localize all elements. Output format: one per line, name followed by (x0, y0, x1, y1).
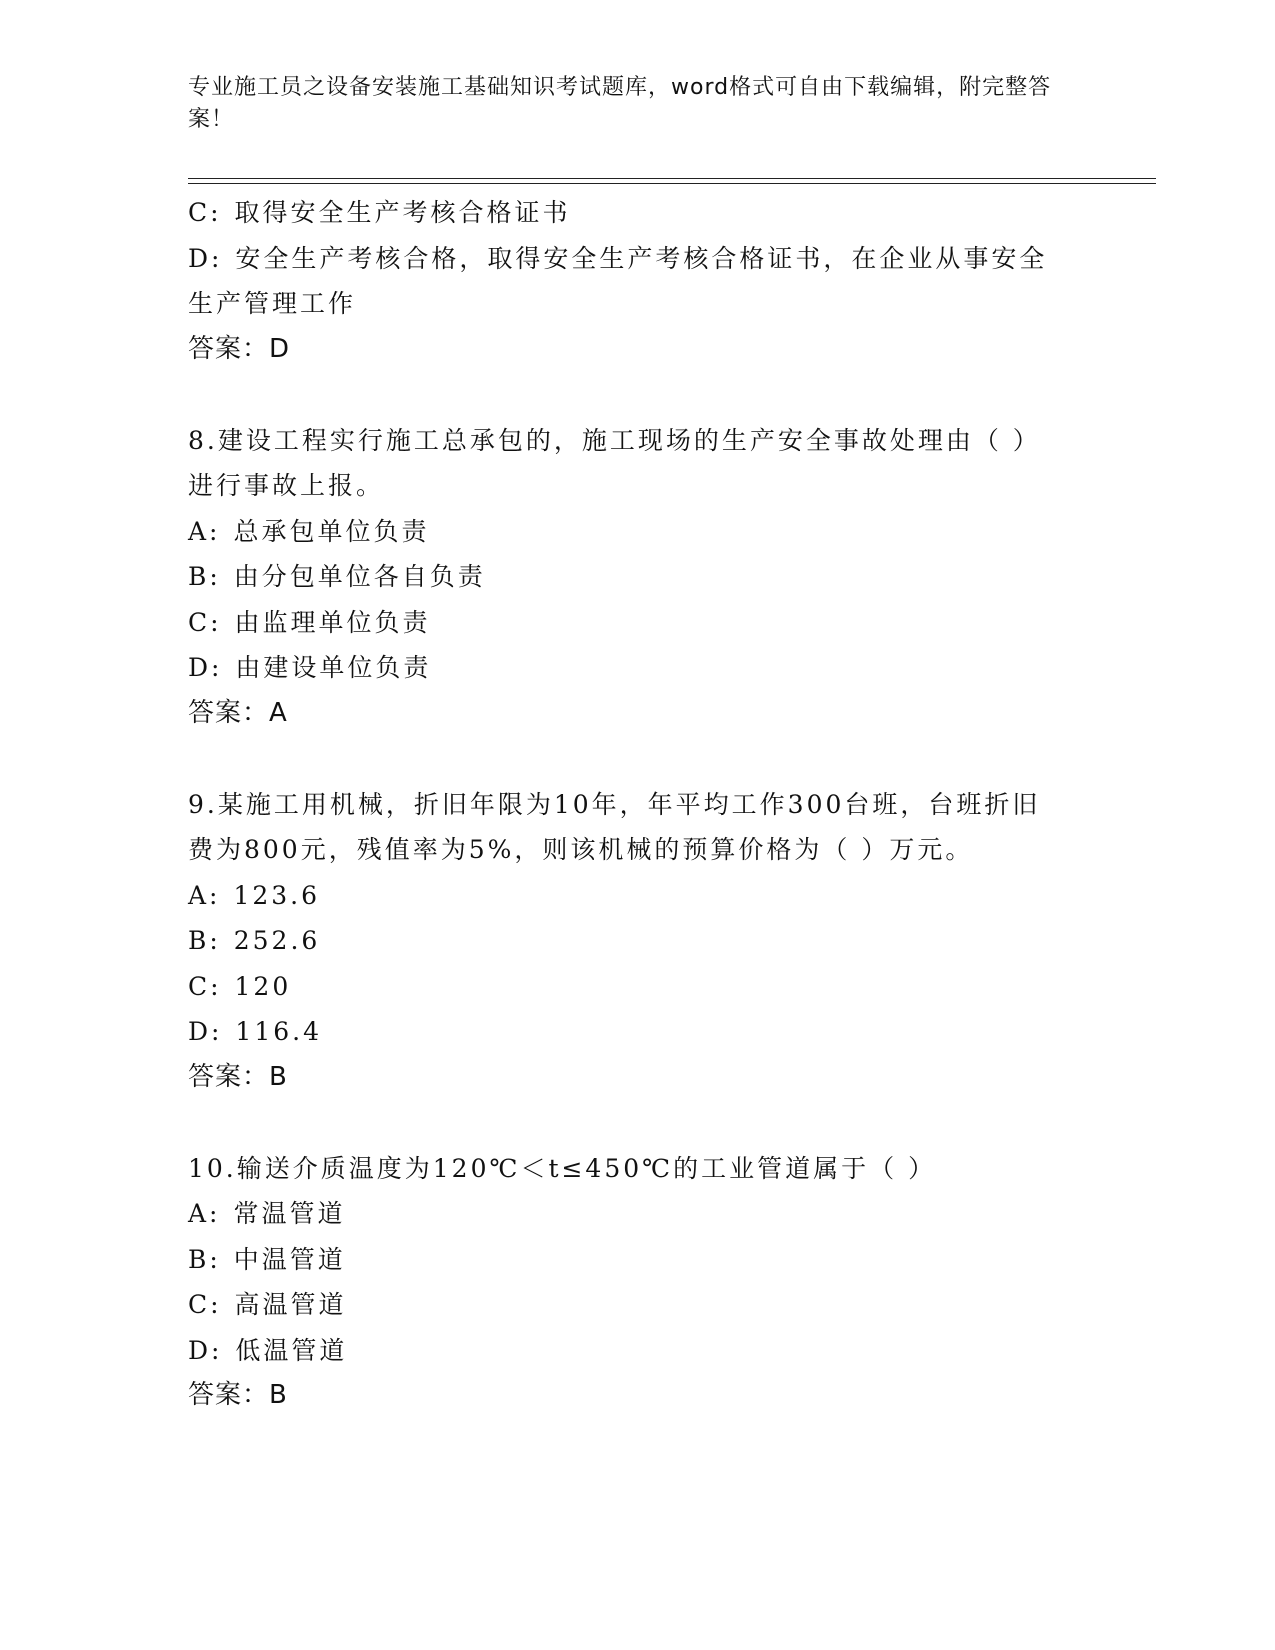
question-continued (188, 190, 1088, 372)
spacer (188, 736, 1088, 782)
option-a (188, 509, 1088, 555)
option-text: 安全生产考核合格，取得安全生产考核合格证书，在企业从事安全生产管理工作 (188, 243, 1048, 318)
option-a (188, 1191, 1088, 1237)
header-rule-top (188, 178, 1156, 179)
answer-line: 答案：D (188, 333, 291, 364)
option-b (188, 554, 1088, 600)
question-list (188, 190, 1088, 1419)
option-letter: B: (188, 562, 221, 591)
option-text: 252.6 (233, 926, 321, 955)
option-d (188, 1009, 1088, 1055)
option-letter: C: (188, 198, 222, 227)
option-letter: D: (188, 1017, 223, 1046)
option-d (188, 236, 1068, 327)
option-d (188, 1328, 1088, 1374)
question-10 (188, 1146, 1088, 1419)
option-text: 中温管道 (233, 1244, 346, 1274)
option-text: 123.6 (233, 880, 321, 910)
option-text: 常温管道 (233, 1199, 346, 1228)
option-text: 由监理单位负责 (234, 607, 431, 637)
option-text: 116.4 (235, 1017, 322, 1046)
option-letter: D: (188, 653, 223, 682)
answer-line: 答案：A (188, 697, 288, 728)
option-letter: A: (188, 1199, 221, 1228)
header-rule-bottom (188, 183, 1156, 184)
option-text: 低温管道 (235, 1335, 348, 1365)
option-b (188, 1237, 1088, 1283)
option-b (188, 918, 1088, 964)
spacer (188, 1100, 1088, 1146)
option-a (188, 873, 1088, 919)
answer-line: 答案：B (188, 1380, 288, 1410)
option-letter: B: (188, 1244, 221, 1274)
option-letter: B: (188, 926, 221, 955)
option-text: 总承包单位负责 (233, 516, 430, 546)
option-letter: C: (188, 607, 222, 637)
option-c (188, 964, 1088, 1010)
option-letter: D: (188, 1335, 223, 1365)
question-8 (188, 418, 1088, 737)
option-c (188, 600, 1088, 646)
option-letter: C: (188, 1290, 222, 1319)
option-letter: A: (188, 516, 221, 546)
spacer (188, 372, 1088, 418)
question-text: 8.建设工程实行施工总承包的，施工现场的生产安全事故处理由（ ）进行事故上报。 (188, 425, 1041, 500)
option-text: 120 (234, 971, 292, 1001)
option-c (188, 190, 1088, 236)
option-letter: C: (188, 971, 222, 1001)
answer-line: 答案：B (188, 1061, 288, 1092)
question-text: 9.某施工用机械，折旧年限为10年，年平均工作300台班，台班折旧费为800元，残值率为5%，则该机械的预算价格为（ ）万元。 (188, 789, 1041, 864)
option-letter: D: (188, 243, 223, 273)
page-header (188, 72, 1068, 136)
question-9 (188, 782, 1088, 1101)
option-text: 取得安全生产考核合格证书 (234, 198, 571, 227)
option-c (188, 1282, 1088, 1328)
document-title: 专业施工员之设备安装施工基础知识考试题库，word格式可自由下载编辑，附完整答案！ (188, 75, 1052, 132)
option-text: 高温管道 (234, 1290, 347, 1319)
option-text: 由建设单位负责 (235, 653, 432, 682)
question-text: 10.输送介质温度为120℃＜t≤450℃的工业管道属于（ ） (188, 1153, 937, 1183)
option-d (188, 645, 1088, 691)
option-letter: A: (188, 880, 221, 910)
option-text: 由分包单位各自负责 (233, 562, 486, 591)
